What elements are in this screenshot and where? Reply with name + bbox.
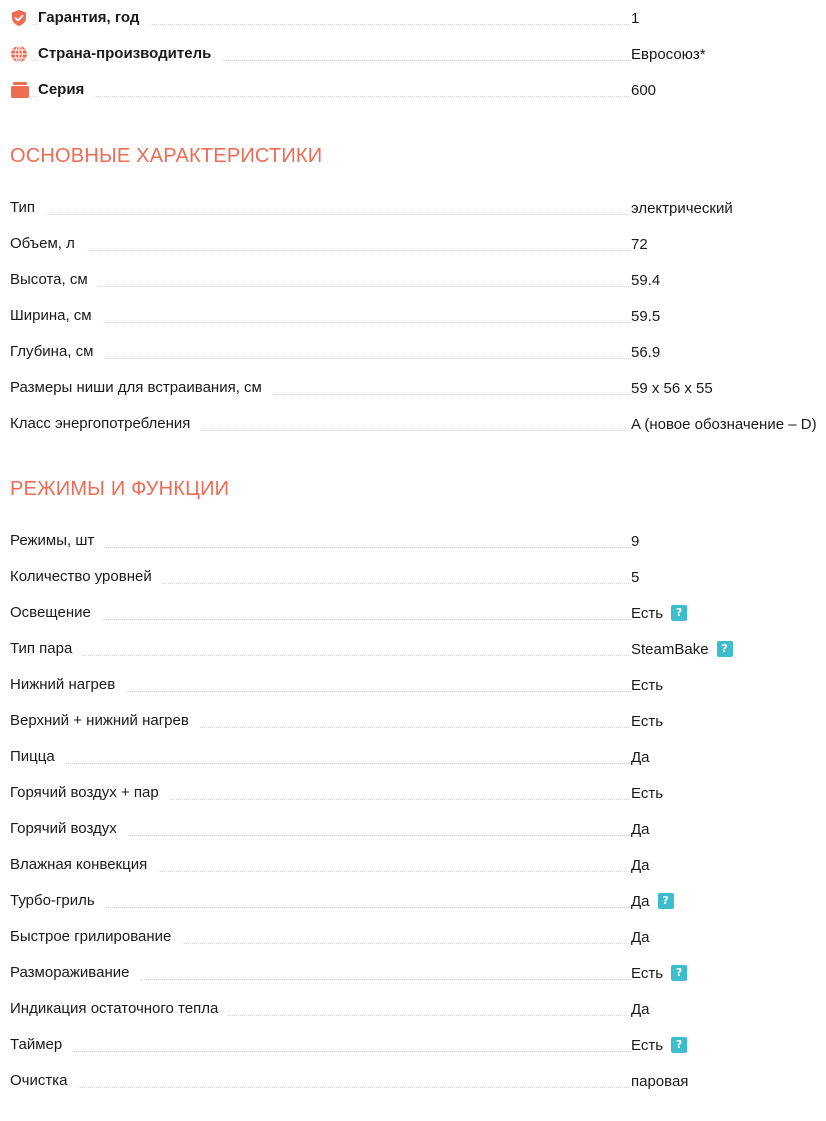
spec-name bbox=[10, 523, 631, 559]
spec-row bbox=[10, 847, 826, 883]
spec-label: Глубина, см bbox=[10, 343, 103, 361]
spec-name bbox=[10, 667, 631, 703]
spec-value-text: Есть bbox=[631, 784, 664, 802]
spec-value-text: Да bbox=[631, 892, 650, 910]
spec-label: Количество уровней bbox=[10, 568, 162, 586]
spec-row bbox=[10, 190, 826, 226]
spec-row bbox=[10, 883, 826, 919]
spec-name bbox=[10, 298, 631, 334]
spec-value: 56.9 bbox=[631, 343, 661, 361]
spec-value bbox=[631, 523, 639, 559]
spec-label: Горячий воздух + пар bbox=[10, 784, 169, 802]
spec-value-text: Есть bbox=[631, 676, 664, 694]
spec-value bbox=[631, 739, 650, 775]
spec-value-text: Да bbox=[631, 820, 650, 838]
spec-value-text: 9 bbox=[631, 532, 640, 550]
spec-name bbox=[10, 0, 631, 36]
spec-value bbox=[631, 1027, 687, 1063]
spec-label: Турбо-гриль bbox=[10, 892, 105, 910]
spec-name bbox=[10, 262, 631, 298]
spec-row bbox=[10, 370, 826, 406]
spec-label: Быстрое грилирование bbox=[10, 928, 181, 946]
spec-value: 72 bbox=[631, 235, 648, 253]
spec-label: Режимы, шт bbox=[10, 532, 104, 550]
spec-label: Индикация остаточного тепла bbox=[10, 1000, 228, 1018]
spec-label: Горячий воздух bbox=[10, 820, 127, 838]
spec-label: Освещение bbox=[10, 604, 101, 622]
spec-name bbox=[10, 334, 631, 370]
spec-value bbox=[631, 883, 674, 919]
spec-name bbox=[10, 847, 631, 883]
spec-row bbox=[10, 775, 826, 811]
spec-name bbox=[10, 559, 631, 595]
oven-series-icon bbox=[10, 81, 30, 99]
spec-row bbox=[10, 667, 826, 703]
help-icon[interactable]: ? bbox=[671, 965, 687, 981]
spec-list-modes bbox=[10, 523, 826, 1099]
spec-label: Гарантия, год bbox=[38, 9, 149, 27]
spec-value: электрический bbox=[631, 199, 733, 217]
spec-value: 1 bbox=[631, 9, 640, 27]
spec-row bbox=[10, 703, 826, 739]
spec-value bbox=[631, 595, 687, 631]
spec-value-text: Да bbox=[631, 748, 650, 766]
spec-name bbox=[10, 190, 631, 226]
spec-name bbox=[10, 1063, 631, 1099]
spec-value bbox=[631, 919, 650, 955]
spec-value bbox=[631, 955, 687, 991]
spec-label: Тип bbox=[10, 199, 45, 217]
spec-row bbox=[10, 559, 826, 595]
spec-row bbox=[10, 334, 826, 370]
spec-label: Ширина, см bbox=[10, 307, 102, 325]
spec-row bbox=[10, 1063, 826, 1099]
spec-row bbox=[10, 955, 826, 991]
spec-value: 59.4 bbox=[631, 271, 661, 289]
spec-value: 59.5 bbox=[631, 307, 661, 325]
spec-value bbox=[631, 703, 663, 739]
spec-label: Нижний нагрев bbox=[10, 676, 125, 694]
spec-label: Тип пара bbox=[10, 640, 82, 658]
spec-value: A (новое обозначение – D) bbox=[631, 415, 817, 433]
help-icon[interactable]: ? bbox=[717, 641, 733, 657]
spec-name bbox=[10, 955, 631, 991]
spec-label: Пицца bbox=[10, 748, 65, 766]
spec-row bbox=[10, 406, 826, 442]
spec-name bbox=[10, 775, 631, 811]
spec-name bbox=[10, 631, 631, 667]
section-title-main-specs: ОСНОВНЫЕ ХАРАКТЕРИСТИКИ bbox=[10, 145, 323, 167]
spec-label: Класс энергопотребления bbox=[10, 415, 200, 433]
spec-value-text: SteamBake bbox=[631, 640, 709, 658]
spec-value-text: Есть bbox=[631, 1036, 664, 1054]
spec-name bbox=[10, 406, 631, 442]
spec-row bbox=[10, 226, 826, 262]
spec-row bbox=[10, 919, 826, 955]
top-spec-list bbox=[10, 0, 826, 108]
spec-row bbox=[10, 262, 826, 298]
spec-value: Евросоюз* bbox=[631, 45, 706, 63]
spec-label: Размораживание bbox=[10, 964, 139, 982]
spec-name bbox=[10, 72, 631, 108]
spec-name bbox=[10, 36, 631, 72]
spec-value-text: 5 bbox=[631, 568, 640, 586]
help-icon[interactable]: ? bbox=[658, 893, 674, 909]
spec-row bbox=[10, 631, 826, 667]
spec-name bbox=[10, 370, 631, 406]
spec-row bbox=[10, 811, 826, 847]
spec-row bbox=[10, 523, 826, 559]
help-icon[interactable]: ? bbox=[671, 1037, 687, 1053]
spec-label: Очистка bbox=[10, 1072, 77, 1090]
spec-value bbox=[631, 991, 650, 1027]
spec-name bbox=[10, 703, 631, 739]
spec-list-main bbox=[10, 190, 826, 442]
spec-name bbox=[10, 811, 631, 847]
spec-value: 59 x 56 x 55 bbox=[631, 379, 713, 397]
spec-label: Размеры ниши для встраивания, см bbox=[10, 379, 272, 397]
spec-value-text: паровая bbox=[631, 1072, 689, 1090]
spec-row-country bbox=[10, 36, 826, 72]
spec-row bbox=[10, 595, 826, 631]
spec-value bbox=[631, 631, 733, 667]
spec-row bbox=[10, 739, 826, 775]
spec-value: 600 bbox=[631, 81, 657, 99]
section-title-modes: РЕЖИМЫ И ФУНКЦИИ bbox=[10, 478, 230, 500]
spec-value bbox=[631, 559, 639, 595]
spec-label: Объем, л bbox=[10, 235, 85, 253]
spec-label: Страна-производитель bbox=[38, 45, 221, 63]
spec-value-text: Есть bbox=[631, 604, 664, 622]
spec-value bbox=[631, 811, 650, 847]
spec-value-text: Да bbox=[631, 856, 650, 874]
spec-label: Верхний + нижний нагрев bbox=[10, 712, 199, 730]
spec-row bbox=[10, 298, 826, 334]
spec-row bbox=[10, 1027, 826, 1063]
help-icon[interactable]: ? bbox=[671, 605, 687, 621]
spec-value bbox=[631, 667, 663, 703]
spec-name bbox=[10, 883, 631, 919]
globe-icon bbox=[10, 45, 30, 63]
spec-row-series bbox=[10, 72, 826, 108]
spec-name bbox=[10, 919, 631, 955]
spec-row bbox=[10, 991, 826, 1027]
spec-name bbox=[10, 991, 631, 1027]
spec-name bbox=[10, 226, 631, 262]
spec-value bbox=[631, 847, 650, 883]
spec-value bbox=[631, 775, 663, 811]
spec-label: Таймер bbox=[10, 1036, 72, 1054]
shield-check-icon bbox=[10, 9, 30, 27]
spec-label: Высота, см bbox=[10, 271, 98, 289]
spec-label: Серия bbox=[38, 81, 94, 99]
spec-value-text: Есть bbox=[631, 712, 664, 730]
spec-label: Влажная конвекция bbox=[10, 856, 157, 874]
spec-name bbox=[10, 739, 631, 775]
spec-value bbox=[631, 1063, 688, 1099]
spec-name bbox=[10, 595, 631, 631]
spec-value-text: Да bbox=[631, 1000, 650, 1018]
spec-value-text: Да bbox=[631, 928, 650, 946]
spec-row-warranty bbox=[10, 0, 826, 36]
spec-name bbox=[10, 1027, 631, 1063]
spec-value-text: Есть bbox=[631, 964, 664, 982]
